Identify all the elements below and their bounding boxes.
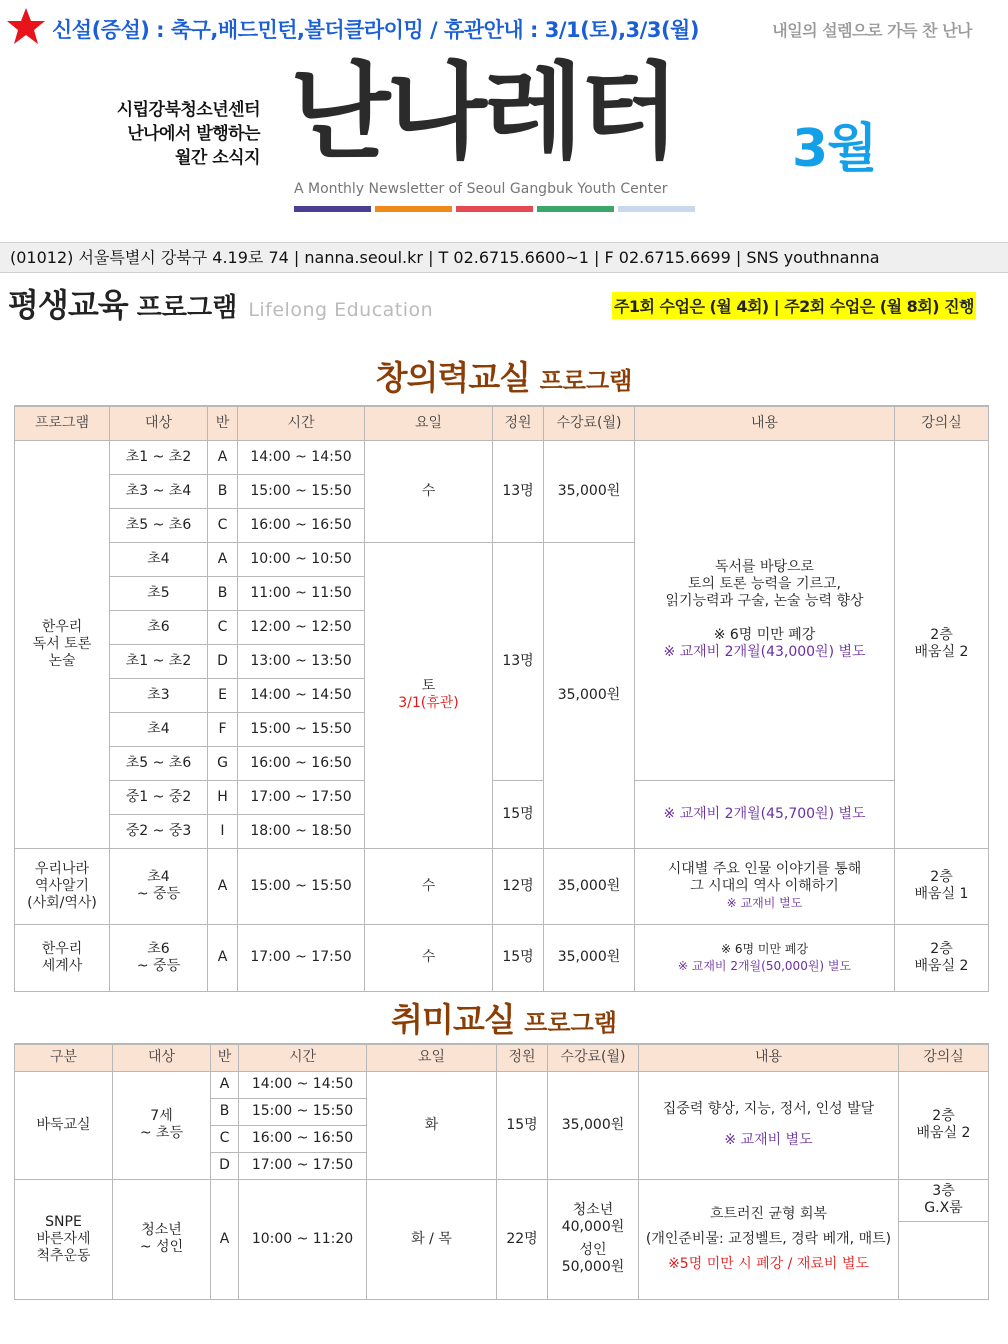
col-header: 강의실 [899, 1044, 989, 1071]
hobby-class-title [0, 994, 1008, 1041]
target-cell: 초5 [110, 576, 208, 610]
class-cell: C [208, 610, 238, 644]
fee-cell: 35,000원 [544, 440, 635, 542]
capacity-cell: 13명 [493, 542, 544, 780]
fee-cell: 청소년 40,000원 성인 50,000원 [548, 1179, 639, 1299]
col-header: 요일 [365, 406, 493, 440]
creative-class-title [0, 352, 1008, 399]
time-cell: 16:00 ~ 16:50 [238, 508, 365, 542]
hobby-title-main: 취미교실 [391, 1000, 515, 1039]
class-cell: B [208, 576, 238, 610]
target-cell: 초1 ~ 초2 [110, 644, 208, 678]
time-cell: 16:00 ~ 16:50 [238, 746, 365, 780]
empty-cell [899, 1221, 989, 1299]
description-cell: 집중력 향상, 지능, 정서, 인성 발달 ※ 교재비 별도 [639, 1071, 899, 1179]
room-cell: 2층 배움실 1 [895, 848, 989, 924]
table-row [15, 1179, 989, 1221]
creative-class-table [14, 405, 989, 992]
table-row [15, 780, 989, 814]
target-cell: 초4 [110, 542, 208, 576]
color-bar [294, 206, 371, 212]
time-cell: 18:00 ~ 18:50 [238, 814, 365, 848]
col-header: 내용 [635, 406, 895, 440]
col-header: 내용 [639, 1044, 899, 1071]
target-cell: 초6 ~ 중등 [110, 924, 208, 991]
day-cell: 수 [365, 924, 493, 991]
col-header: 대상 [110, 406, 208, 440]
time-cell: 14:00 ~ 14:50 [238, 678, 365, 712]
description-cell: 시대별 주요 인물 이야기를 통해 그 시대의 역사 이해하기 ※ 교재비 별도 [635, 848, 895, 924]
class-cell: F [208, 712, 238, 746]
time-cell: 12:00 ~ 12:50 [238, 610, 365, 644]
col-header: 시간 [238, 406, 365, 440]
target-cell: 초4 [110, 712, 208, 746]
class-cell: A [211, 1179, 239, 1299]
material-fee-note: ※ 교재비 별도 [726, 895, 803, 910]
class-frequency-notice: 주1회 수업은 (월 4회) | 주2회 수업은 (월 8회) 진행 [612, 292, 976, 319]
day-cell: 토 3/1(휴관) [365, 542, 493, 848]
material-fee-note: ※ 교재비 2개월(43,000원) 별도 [663, 644, 866, 660]
day-cell: 수 [365, 440, 493, 542]
time-cell: 11:00 ~ 11:50 [238, 576, 365, 610]
red-star-icon [6, 6, 46, 46]
creative-title-sub: 프로그램 [539, 367, 633, 395]
class-cell: A [208, 440, 238, 474]
col-header: 정원 [497, 1044, 548, 1071]
class-cell: A [208, 542, 238, 576]
room-cell: 3층 G.X룸 [899, 1179, 989, 1221]
issue-month: 3월 [792, 119, 877, 179]
creative-title-main: 창의력교실 [375, 358, 531, 397]
col-header: 대상 [113, 1044, 211, 1071]
section-title: 프로그램 [136, 293, 238, 323]
class-cell: A [211, 1071, 239, 1098]
time-cell: 15:00 ~ 15:50 [238, 712, 365, 746]
capacity-cell: 15명 [493, 924, 544, 991]
class-cell: B [208, 474, 238, 508]
target-cell: 초5 ~ 초6 [110, 746, 208, 780]
logo-color-bars [294, 206, 695, 212]
target-cell: 7세 ~ 초등 [113, 1071, 211, 1179]
col-header: 프로그램 [15, 406, 110, 440]
col-header: 반 [211, 1044, 239, 1071]
time-cell: 14:00 ~ 14:50 [238, 440, 365, 474]
publisher-line: 월간 소식지 [174, 148, 260, 168]
fee-cell: 35,000원 [544, 542, 635, 848]
time-cell: 10:00 ~ 10:50 [238, 542, 365, 576]
program-name: 바둑교실 [15, 1071, 113, 1179]
fee-cell: 35,000원 [544, 848, 635, 924]
col-header: 반 [208, 406, 238, 440]
time-cell: 17:00 ~ 17:50 [238, 924, 365, 991]
target-cell: 중1 ~ 중2 [110, 780, 208, 814]
col-header: 시간 [239, 1044, 367, 1071]
color-bar [537, 206, 614, 212]
room-cell: 2층 배움실 2 [895, 440, 989, 848]
target-cell: 중2 ~ 중3 [110, 814, 208, 848]
time-cell: 15:00 ~ 15:50 [238, 848, 365, 924]
table-row [15, 924, 989, 991]
target-cell: 초6 [110, 610, 208, 644]
class-cell: D [208, 644, 238, 678]
target-cell: 초1 ~ 초2 [110, 440, 208, 474]
class-cell: H [208, 780, 238, 814]
publisher-info [100, 98, 260, 170]
col-header: 구분 [15, 1044, 113, 1071]
logo-subtitle: A Monthly Newsletter of Seoul Gangbuk Youth Center [294, 181, 668, 197]
room-cell: 2층 배움실 2 [899, 1071, 989, 1179]
description-cell: 흐트러진 균형 회복 (개인준비물: 교정벨트, 경락 베개, 매트) ※5명 미만 시 폐강 / 재료비 별도 [639, 1179, 899, 1299]
time-cell: 15:00 ~ 15:50 [238, 474, 365, 508]
class-cell: C [211, 1125, 239, 1152]
time-cell: 13:00 ~ 13:50 [238, 644, 365, 678]
hobby-title-sub: 프로그램 [524, 1009, 617, 1037]
tagline: 내일의 설렘으로 가득 찬 난나 [772, 21, 972, 40]
col-header: 수강료(월) [544, 406, 635, 440]
time-cell: 16:00 ~ 16:50 [239, 1125, 367, 1152]
target-cell: 초3 [110, 678, 208, 712]
material-fee-note: ※ 교재비 별도 [724, 1132, 813, 1148]
table-row [15, 440, 989, 474]
program-name: SNPE 바른자세 척추운동 [15, 1179, 113, 1299]
capacity-cell: 22명 [497, 1179, 548, 1299]
section-title-en: Lifelong Education [248, 299, 434, 321]
class-cell: D [211, 1152, 239, 1179]
publisher-line: 시립강북청소년센터 [116, 100, 260, 120]
color-bar [618, 206, 695, 212]
class-cell: G [208, 746, 238, 780]
description-cell: ※ 교재비 2개월(45,700원) 별도 [635, 780, 895, 848]
color-bar [375, 206, 452, 212]
target-cell: 초4 ~ 중등 [110, 848, 208, 924]
time-cell: 17:00 ~ 17:50 [238, 780, 365, 814]
class-cell: I [208, 814, 238, 848]
description-cell: ※ 6명 미만 폐강 ※ 교재비 2개월(50,000원) 별도 [635, 924, 895, 991]
class-cell: C [208, 508, 238, 542]
col-header: 정원 [493, 406, 544, 440]
address-bar: (01012) 서울특별시 강북구 4.19로 74 | nanna.seoul.kr | T 02.6715.6600~1 | F 02.6715.6699 | SNS youthnanna [0, 242, 1008, 273]
capacity-cell: 12명 [493, 848, 544, 924]
col-header: 강의실 [895, 406, 989, 440]
section-title-bold: 평생교육 [8, 286, 128, 324]
table-row [15, 1071, 989, 1098]
time-cell: 14:00 ~ 14:50 [239, 1071, 367, 1098]
program-name: 우리나라 역사알기 (사회/역사) [15, 848, 110, 924]
capacity-cell: 15명 [497, 1071, 548, 1179]
program-name: 한우리 세계사 [15, 924, 110, 991]
description-cell: 독서를 바탕으로 토의 토론 능력을 기르고, 읽기능력과 구술, 논술 능력 향상 ※ 6명 미만 폐강 ※ 교재비 2개월(43,000원) 별도 [635, 440, 895, 780]
hobby-class-table [14, 1043, 989, 1300]
time-cell: 15:00 ~ 15:50 [239, 1098, 367, 1125]
day-cell: 화 / 목 [367, 1179, 497, 1299]
table-row [15, 848, 989, 924]
day-cell: 수 [365, 848, 493, 924]
material-fee-note: ※ 교재비 2개월(50,000원) 별도 [677, 958, 852, 973]
closure-note: ※5명 미만 시 폐강 / 재료비 별도 [668, 1255, 869, 1272]
fee-cell: 35,000원 [548, 1071, 639, 1179]
target-cell: 청소년 ~ 성인 [113, 1179, 211, 1299]
class-cell: B [211, 1098, 239, 1125]
section-heading [8, 280, 433, 326]
class-cell: A [208, 848, 238, 924]
col-header: 요일 [367, 1044, 497, 1071]
time-cell: 17:00 ~ 17:50 [239, 1152, 367, 1179]
capacity-cell: 15명 [493, 780, 544, 848]
class-cell: A [208, 924, 238, 991]
color-bar [456, 206, 533, 212]
closure-note: 3/1(휴관) [398, 695, 459, 711]
room-cell: 2층 배움실 2 [895, 924, 989, 991]
capacity-cell: 13명 [493, 440, 544, 542]
publisher-line: 난나에서 발행하는 [127, 124, 260, 144]
class-cell: E [208, 678, 238, 712]
program-name: 한우리 독서 토론 논술 [15, 440, 110, 848]
newsletter-logo: 난나레터 [290, 51, 676, 173]
fee-cell: 35,000원 [544, 924, 635, 991]
day-cell: 화 [367, 1071, 497, 1179]
target-cell: 초5 ~ 초6 [110, 508, 208, 542]
banner-notice: 신설(증설) : 축구,배드민턴,볼더클라이밍 / 휴관안내 : 3/1(토),3/3(월) [52, 18, 699, 42]
target-cell: 초3 ~ 초4 [110, 474, 208, 508]
col-header: 수강료(월) [548, 1044, 639, 1071]
time-cell: 10:00 ~ 11:20 [239, 1179, 367, 1299]
